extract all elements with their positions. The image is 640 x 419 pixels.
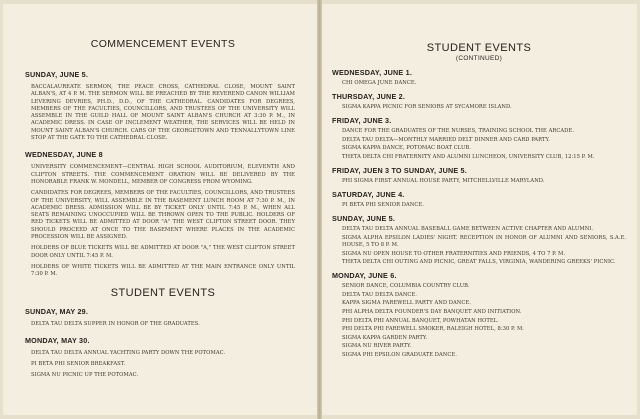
day-heading: MONDAY, MAY 30.	[25, 335, 90, 345]
day-block	[332, 116, 626, 161]
event-entry: HOLDERS OF BLUE TICKETS WILL BE ADMITTED AT DOOR "A," THE WEST CLIFTON STREET DOOR ONLY UNTIL 7:45 P. M.	[31, 245, 295, 259]
day-block	[25, 335, 295, 380]
student-events-heading: STUDENT EVENTS	[110, 286, 216, 299]
day-heading: SATURDAY, JUNE 4.	[332, 190, 405, 200]
right-page	[322, 4, 637, 415]
continued-label: (CONTINUED)	[455, 55, 503, 62]
event-entry: UNIVERSITY COMMENCEMENT—CENTRAL HIGH SCHOOL AUDITORIUM, ELEVENTH AND CLIFTON STREETS. THE COMMENCEMENT ORATION WILL BE DELIVERED BY THE HONORABLE FRANK W. MONDELL, MEMBER OF CONGRESS FROM WYOMING.	[31, 164, 295, 185]
event-entry: SIGMA PHI EPSILON GRADUATE DANCE.	[342, 351, 457, 358]
event-entry: PI BETA PHI SENIOR BREAKFAST.	[31, 361, 126, 368]
day-block	[25, 150, 295, 278]
day-heading: SUNDAY, JUNE 5.	[25, 70, 89, 79]
day-heading: SUNDAY, JUNE 5.	[332, 214, 396, 224]
day-heading: WEDNESDAY, JUNE 1.	[332, 68, 413, 77]
event-entry: BACCALAUREATE SERMON, THE PEACE CROSS, CATHEDRAL CLOSE, MOUNT SAINT ALBAN'S, AT 4 P. M. THE SERMON WILL BE PREACHED BY THE REVEREND CANON WILLIAM LEVERING DEVRIES, PH.D., D.D., OF THE CATHEDRAL. CANDIDATES FOR DEGREES, MEMBERS OF THE FACULTIES, COUNCILLORS, AND TRUSTEES OF THE UNIVERSITY WILL ASSEMBLE IN THE GUILD HALL OF MOUNT SAINT ALBAN'S CHURCH AT 3:30 P. M., IN ACADEMIC DRESS. IN CASE OF INCLEMENT WEATHER, THE SERVICES WILL BE HELD IN MOUNT SAINT ALBAN'S CHURCH. CARS OF THE GEORGETOWN AND TENNALLYTOWN LINE STOP AT THE GATE TO THE CATHEDRAL CLOSE.	[31, 84, 295, 142]
day-heading: MONDAY, JUNE 6.	[332, 271, 397, 281]
day-heading: SUNDAY, MAY 29.	[25, 306, 89, 316]
event-entry: SIGMA NU PICNIC UP THE POTOMAC.	[31, 372, 139, 379]
event-entry: DELTA TAU DELTA SUPPER IN HONOR OF THE GRADUATES.	[31, 320, 200, 327]
right-column	[332, 42, 626, 364]
event-entry: PHI ALPHA DELTA FOUNDER'S DAY BANQUET AND INITIATION.	[342, 309, 522, 315]
event-entry: KAPPA SIGMA FAREWELL PARTY AND DANCE.	[342, 300, 471, 307]
event-entry: SIGMA ALPHA EPSILON LADIES' NIGHT. RECEPTION IN HONOR OF ALUMNI AND SENIORS, S.A.E. HOUSE, 5 TO 8 P. M.	[342, 234, 626, 248]
event-entry: PHI SIGMA FIRST ANNUAL HOUSE PARTY, MITCHELLVILLE MARYLAND.	[342, 178, 545, 185]
day-block	[25, 70, 295, 142]
event-entry: SIGMA NU OPEN HOUSE TO OTHER FRATERNITIES AND FRIENDS, 4 TO 7 P. M.	[342, 250, 566, 257]
event-entry: DANCE FOR THE GRADUATES OF THE NURSES, TRAINING SCHOOL THE ARCADE.	[342, 128, 574, 135]
event-entry: DELTA TAU DELTA ANNUAL YACHTING PARTY DOWN THE POTOMAC.	[31, 349, 226, 356]
day-heading: THURSDAY, JUNE 2.	[332, 92, 406, 102]
event-entry: PHI DELTA PHI ANNUAL BANQUET, POWHATAN HOTEL.	[342, 317, 499, 324]
commencement-heading: COMMENCEMENT EVENTS	[90, 38, 236, 50]
event-entry: CANDIDATES FOR DEGREES, MEMBERS OF THE FACULTIES, COUNCILLORS, AND TRUSTEES OF THE UNIVERSITY, WILL ASSEMBLE IN THE BASEMENT LUNCH ROOM AT 7:30 P. M., IN ACADEMIC DRESS. ADMISSION WILL BE BY TICKET ONLY UNTIL 7:45 P. M., WHEN ALL SEATS REMAINING UNOCCUPIED WILL BE THROWN OPEN TO THE PUBLIC. HOLDERS OF RED TICKETS WILL BE ADMITTED AT DOOR "A" THE WEST CLIFTON STREET DOOR. THEY SHOULD PROCEED AT ONCE TO THE BASEMENT WHERE PLACES IN THE ACADEMIC PROCESSION WILL BE ASSIGNED.	[31, 190, 295, 241]
event-entry: DELTA TAU DELTA—MONTHLY MARRIED DELT DINNER AND CARD PARTY.	[342, 136, 550, 143]
day-heading: WEDNESDAY, JUNE 8	[25, 150, 103, 160]
event-entry: THETA DELTA CHI FRATERNITY AND ALUMNI LUNCHEON, UNIVERSITY CLUB, 12:15 P. M.	[342, 153, 595, 160]
student-events-heading: STUDENT EVENTS	[426, 42, 532, 54]
event-entry: DELTA TAU DELTA ANNUAL BASEBALL GAME BETWEEN ACTIVE CHAPTER AND ALUMNI.	[342, 226, 594, 233]
event-entry: CHI OMEGA JUNE DANCE.	[342, 80, 417, 86]
day-heading: FRIDAY, JUNE 3.	[332, 116, 392, 126]
event-entry: SIGMA KAPPA PICNIC FOR SENIORS AT SYCAMORE ISLAND.	[342, 104, 512, 111]
event-entry: SIGMA KAPPA DANCE, POTOMAC BOAT CLUB.	[342, 145, 471, 152]
day-heading: FRIDAY, JUEN 3 TO SUNDAY, JUNE 5.	[332, 166, 467, 176]
day-block	[332, 92, 626, 111]
day-block	[332, 68, 626, 87]
day-block	[332, 214, 626, 266]
event-entry: SIGMA KAPPA GARDEN PARTY.	[342, 334, 428, 341]
day-block	[25, 306, 295, 328]
event-entry: THETA DELTA CHI OUTING AND PICNIC, GREAT FALLS, VIRGINIA, WANDERING GREEKS' PICNIC.	[342, 259, 616, 266]
day-block	[332, 271, 626, 359]
day-block	[332, 190, 626, 209]
event-entry: PHI DELTA PHI FAREWELL SMOKER, RALEIGH HOTEL, 8:30 P. M.	[342, 326, 524, 333]
left-column	[25, 38, 295, 388]
left-page	[3, 4, 317, 415]
event-entry: DELTA TAU DELTA DANCE.	[342, 291, 417, 298]
day-block	[332, 166, 626, 185]
event-entry: SIGMA NU RIVER PARTY.	[342, 343, 412, 350]
event-entry: HOLDERS OF WHITE TICKETS WILL BE ADMITTED AT THE MAIN ENTRANCE ONLY UNTIL 7:30 P. M.	[31, 263, 295, 278]
event-entry: SENIOR DANCE, COLUMBIA COUNTRY CLUB.	[342, 283, 470, 290]
event-entry: PI BETA PHI SENIOR DANCE.	[342, 202, 424, 209]
